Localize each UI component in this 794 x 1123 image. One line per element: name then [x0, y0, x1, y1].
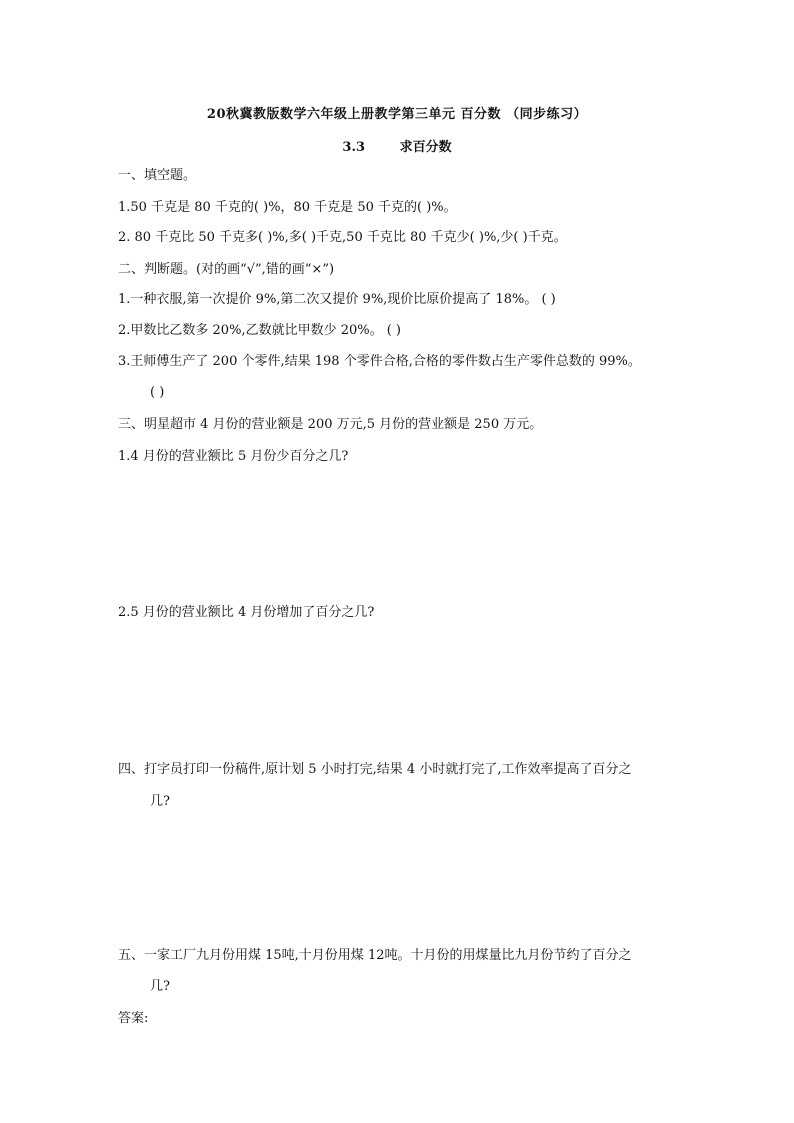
fill-question-2: 2. 80 千克比 50 千克多( )%,多( )千克,50 千克比 80 千克少( )%,少( )千克。	[118, 230, 567, 245]
fill-question-1: 1.50 千克是 80 千克的( )%，80 千克是 50 千克的( )%。	[118, 200, 457, 215]
page-title: 20秋冀教版数学六年级上册教学第三单元 百分数 （同步练习）	[206, 107, 588, 122]
judge-question-3: 3.王师傅生产了 200 个零件,结果 198 个零件合格,合格的零件数占生产零件总数的 99%。	[118, 354, 641, 369]
section4-line1: 四、打字员打印一份稿件,原计划 5 小时打完,结果 4 小时就打完了,工作效率提高了百分之	[118, 762, 632, 777]
judge-question-2: 2.甲数比乙数多 20%,乙数就比甲数少 20%。 ( )	[118, 323, 401, 338]
section2-heading: 二、判断题。(对的画“√”,错的画“×”)	[118, 262, 335, 277]
lesson-name: 求百分数	[399, 140, 452, 155]
judge-question-3-paren: ( )	[150, 385, 165, 400]
section4-line2: 几?	[150, 794, 170, 809]
lesson-number: 3.3	[342, 140, 366, 155]
word-question-3-1: 1.4 月份的营业额比 5 月份少百分之几?	[118, 449, 349, 464]
section3-heading: 三、明星超市 4 月份的营业额是 200 万元,5 月份的营业额是 250 万元。	[118, 417, 543, 432]
section5-line1: 五、一家工厂九月份用煤 15吨,十月份用煤 12吨。十月份的用煤量比九月份节约了百分之	[118, 948, 632, 963]
word-question-3-2: 2.5 月份的营业额比 4 月份增加了百分之几?	[118, 605, 375, 620]
lesson-subtitle	[0, 136, 794, 155]
answer-label: 答案:	[118, 1011, 149, 1026]
judge-question-1: 1.一种衣服,第一次提价 9%,第二次又提价 9%,现价比原价提高了 18%。 ( )	[118, 292, 556, 307]
section5-line2: 几?	[150, 979, 170, 994]
section1-heading: 一、填空题。	[118, 168, 197, 183]
